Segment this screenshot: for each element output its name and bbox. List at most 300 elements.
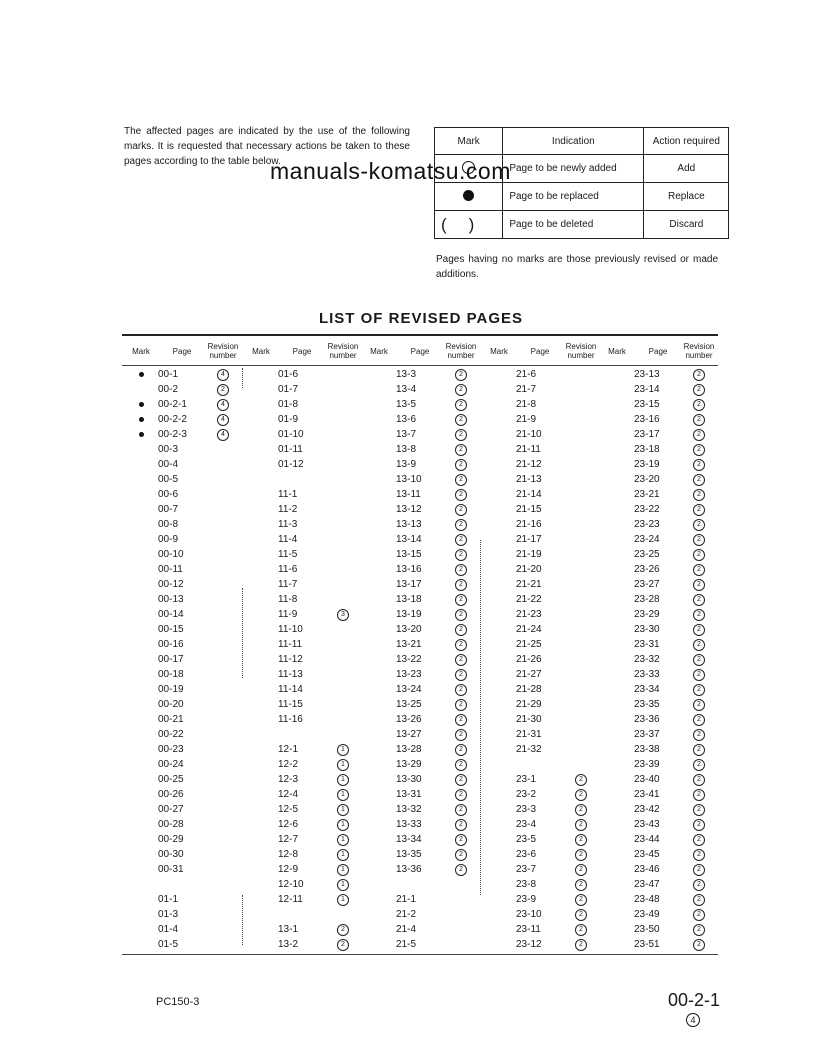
revision-cell xyxy=(682,744,716,756)
page-cell: 23-51 xyxy=(634,939,660,950)
intro-text: The affected pages are indicated by the use of the following marks. It is requested that necessary actions be taken to these pages according to the table below. xyxy=(124,126,410,167)
column-header-group xyxy=(124,338,240,364)
revision-cell xyxy=(206,414,240,426)
page-cell: 21-20 xyxy=(516,564,542,575)
revision-number: 2 xyxy=(455,609,467,621)
revision-cell xyxy=(682,399,716,411)
table-row xyxy=(362,412,478,427)
revision-cell xyxy=(682,414,716,426)
revision-number: 2 xyxy=(693,909,705,921)
revision-cell xyxy=(682,924,716,936)
page-cell: 21-17 xyxy=(516,534,542,545)
page-cell: 13-18 xyxy=(396,594,422,605)
page-cell: 23-14 xyxy=(634,384,660,395)
page-cell: 11-3 xyxy=(278,519,298,530)
revision-number: 2 xyxy=(455,624,467,636)
column-header-page: Page xyxy=(172,346,192,356)
revision-cell xyxy=(682,939,716,951)
table-row xyxy=(600,592,716,607)
page-column-group xyxy=(362,367,478,952)
table-row xyxy=(362,772,478,787)
page-cell: 23-47 xyxy=(634,879,660,890)
table-row xyxy=(362,427,478,442)
page-cell: 21-6 xyxy=(516,369,537,380)
page-cell: 00-5 xyxy=(158,474,179,485)
page-cell: 13-26 xyxy=(396,714,422,725)
revision-number: 2 xyxy=(575,924,587,936)
legend-note: Pages having no marks are those previously revised or made additions. xyxy=(436,254,718,280)
table-row xyxy=(244,427,360,442)
column-header-group xyxy=(600,338,716,364)
revision-cell xyxy=(326,894,360,906)
revision-cell xyxy=(444,399,478,411)
table-row xyxy=(482,862,598,877)
legend-indication-replace: Page to be replaced xyxy=(503,183,644,211)
revision-cell xyxy=(444,819,478,831)
page-cell: 00-10 xyxy=(158,549,184,560)
revision-cell xyxy=(444,594,478,606)
page-cell: 21-7 xyxy=(516,384,537,395)
table-row xyxy=(362,367,478,382)
page-cell: 13-16 xyxy=(396,564,422,575)
table-row xyxy=(244,472,360,487)
revision-cell xyxy=(564,939,598,951)
page-cell: 23-6 xyxy=(516,849,537,860)
page-cell: 13-21 xyxy=(396,639,422,650)
page-cell: 00-13 xyxy=(158,594,184,605)
page-cell: 11-16 xyxy=(278,714,303,725)
revision-number: 2 xyxy=(455,714,467,726)
page-cell: 12-1 xyxy=(278,744,299,755)
table-row xyxy=(362,517,478,532)
page-cell: 23-23 xyxy=(634,519,660,530)
parentheses-icon: () xyxy=(441,214,497,234)
revision-number: 1 xyxy=(337,894,349,906)
page-column-group xyxy=(124,367,240,952)
revision-number: 2 xyxy=(693,819,705,831)
table-row xyxy=(362,397,478,412)
page-cell: 01-8 xyxy=(278,399,299,410)
page-cell: 13-22 xyxy=(396,654,422,665)
table-row xyxy=(600,607,716,622)
revision-number: 2 xyxy=(693,669,705,681)
table-row xyxy=(124,532,240,547)
revision-number: 2 xyxy=(575,774,587,786)
revision-cell xyxy=(682,384,716,396)
page-cell: 13-31 xyxy=(396,789,422,800)
revision-number: 2 xyxy=(455,669,467,681)
page-cell: 13-20 xyxy=(396,624,422,635)
table-row xyxy=(482,787,598,802)
revision-cell xyxy=(326,744,360,756)
revision-cell xyxy=(682,699,716,711)
table-row xyxy=(362,847,478,862)
page-cell: 13-27 xyxy=(396,729,422,740)
legend-header-action: Action required xyxy=(644,128,729,155)
table-row xyxy=(124,472,240,487)
revision-number: 1 xyxy=(337,864,349,876)
revision-number: 2 xyxy=(455,594,467,606)
page-cell: 23-31 xyxy=(634,639,660,650)
table-row xyxy=(482,727,598,742)
table-row xyxy=(600,772,716,787)
revision-number: 1 xyxy=(337,789,349,801)
table-row xyxy=(124,367,240,382)
page-cell: 21-26 xyxy=(516,654,542,665)
revision-cell xyxy=(682,684,716,696)
revision-number: 4 xyxy=(217,414,229,426)
column-header-mark: Mark xyxy=(132,346,150,356)
page-cell: 23-36 xyxy=(634,714,660,725)
column-divider xyxy=(242,368,243,388)
revision-cell xyxy=(682,879,716,891)
table-row xyxy=(482,412,598,427)
page-cell: 00-11 xyxy=(158,564,183,575)
page-cell: 23-3 xyxy=(516,804,537,815)
table-row xyxy=(244,487,360,502)
table-row xyxy=(482,367,598,382)
page-cell: 11-11 xyxy=(278,639,303,650)
table-row xyxy=(600,667,716,682)
revision-cell xyxy=(444,849,478,861)
page-cell: 23-16 xyxy=(634,414,660,425)
revision-cell xyxy=(444,654,478,666)
revision-cell xyxy=(444,804,478,816)
revision-number: 2 xyxy=(455,834,467,846)
revision-number: 2 xyxy=(337,939,349,951)
legend-row-replace xyxy=(435,183,729,211)
page-cell: 23-9 xyxy=(516,894,537,905)
table-row xyxy=(600,682,716,697)
revision-cell xyxy=(682,849,716,861)
column-header-mark: Mark xyxy=(252,346,270,356)
revision-cell xyxy=(444,759,478,771)
table-row xyxy=(244,457,360,472)
page-cell: 00-16 xyxy=(158,639,184,650)
revision-number: 2 xyxy=(693,834,705,846)
revision-cell xyxy=(444,504,478,516)
revision-cell xyxy=(682,429,716,441)
column-header-page: Page xyxy=(410,346,430,356)
revision-number: 2 xyxy=(455,489,467,501)
revision-cell xyxy=(682,519,716,531)
revision-cell xyxy=(326,924,360,936)
page-cell: 21-4 xyxy=(396,924,417,935)
revision-number: 2 xyxy=(693,474,705,486)
revision-cell xyxy=(682,534,716,546)
table-row xyxy=(244,577,360,592)
revision-number: 2 xyxy=(693,504,705,516)
page-cell: 13-30 xyxy=(396,774,422,785)
page-cell: 01-12 xyxy=(278,459,304,470)
page-cell: 13-12 xyxy=(396,504,422,515)
column-header-group xyxy=(362,338,478,364)
revision-number: 2 xyxy=(693,804,705,816)
revision-number: 2 xyxy=(455,744,467,756)
page-cell: 13-25 xyxy=(396,699,422,710)
replaced-mark-icon xyxy=(139,417,144,422)
revision-number: 2 xyxy=(693,564,705,576)
table-row xyxy=(600,847,716,862)
table-row xyxy=(600,442,716,457)
table-row xyxy=(124,622,240,637)
mark-cell xyxy=(124,372,158,377)
revision-number: 2 xyxy=(575,894,587,906)
page-cell: 21-14 xyxy=(516,489,542,500)
page-cell: 21-27 xyxy=(516,669,542,680)
table-row xyxy=(482,937,598,952)
column-header-mark: Mark xyxy=(490,346,508,356)
table-row xyxy=(600,472,716,487)
page-cell: 11-10 xyxy=(278,624,303,635)
revision-cell xyxy=(444,669,478,681)
revision-cell xyxy=(682,819,716,831)
table-row xyxy=(362,877,478,892)
revision-number: 2 xyxy=(575,834,587,846)
table-row xyxy=(362,442,478,457)
legend-action-replace: Replace xyxy=(644,183,729,211)
revision-cell xyxy=(444,564,478,576)
page-cell: 11-4 xyxy=(278,534,298,545)
page-cell: 13-29 xyxy=(396,759,422,770)
table-row xyxy=(244,832,360,847)
table-row xyxy=(600,727,716,742)
revision-number: 2 xyxy=(217,384,229,396)
page-cell: 13-35 xyxy=(396,849,422,860)
revision-number: 2 xyxy=(693,774,705,786)
table-row xyxy=(482,442,598,457)
table-row xyxy=(244,532,360,547)
revision-cell xyxy=(682,504,716,516)
page-cell: 12-10 xyxy=(278,879,304,890)
page-cell: 23-35 xyxy=(634,699,660,710)
table-row xyxy=(124,547,240,562)
page-cell: 21-11 xyxy=(516,444,541,455)
revision-cell xyxy=(444,444,478,456)
revision-number: 2 xyxy=(455,684,467,696)
revision-number: 2 xyxy=(693,864,705,876)
page-cell: 01-3 xyxy=(158,909,179,920)
table-row xyxy=(362,382,478,397)
page-cell: 00-24 xyxy=(158,759,184,770)
revision-cell xyxy=(682,609,716,621)
revision-cell xyxy=(444,384,478,396)
page-cell: 11-13 xyxy=(278,669,303,680)
page-cell: 00-6 xyxy=(158,489,179,500)
page-cell: 13-9 xyxy=(396,459,417,470)
page-cell: 13-8 xyxy=(396,444,417,455)
revision-number: 2 xyxy=(455,804,467,816)
table-row xyxy=(362,577,478,592)
page-cell: 23-50 xyxy=(634,924,660,935)
table-row xyxy=(244,607,360,622)
page-cell: 23-28 xyxy=(634,594,660,605)
page-cell: 13-32 xyxy=(396,804,422,815)
page-cell: 23-43 xyxy=(634,819,660,830)
table-row xyxy=(124,397,240,412)
table-row xyxy=(244,937,360,952)
column-header-page: Page xyxy=(292,346,312,356)
table-row xyxy=(482,532,598,547)
table-row xyxy=(362,802,478,817)
page-cell: 11-6 xyxy=(278,564,298,575)
table-row xyxy=(482,697,598,712)
model-label: PC150-3 xyxy=(156,996,200,1008)
legend-action-add: Add xyxy=(644,155,729,183)
revision-number: 2 xyxy=(455,579,467,591)
revision-number: 1 xyxy=(337,744,349,756)
revision-cell xyxy=(564,894,598,906)
table-row xyxy=(482,667,598,682)
table-row xyxy=(124,832,240,847)
table-row xyxy=(244,727,360,742)
table-row xyxy=(362,682,478,697)
revision-cell xyxy=(682,804,716,816)
revision-number: 2 xyxy=(693,894,705,906)
revision-number: 2 xyxy=(575,864,587,876)
legend-indication-discard: Page to be deleted xyxy=(503,211,644,239)
revision-number: 2 xyxy=(455,429,467,441)
page-cell: 01-10 xyxy=(278,429,304,440)
revision-number: 2 xyxy=(455,564,467,576)
revision-number: 2 xyxy=(693,699,705,711)
page-cell: 23-5 xyxy=(516,834,537,845)
table-row xyxy=(482,757,598,772)
table-row xyxy=(482,592,598,607)
table-row xyxy=(244,637,360,652)
table-row xyxy=(244,802,360,817)
page-cell: 21-1 xyxy=(396,894,417,905)
table-row xyxy=(244,877,360,892)
revision-number: 1 xyxy=(337,834,349,846)
table-row xyxy=(600,367,716,382)
page-cell: 13-33 xyxy=(396,819,422,830)
page-cell: 00-2-1 xyxy=(158,399,187,410)
revision-number: 2 xyxy=(575,789,587,801)
table-row xyxy=(362,607,478,622)
table-row xyxy=(600,397,716,412)
revision-number: 1 xyxy=(337,819,349,831)
revision-cell xyxy=(206,384,240,396)
table-row xyxy=(362,937,478,952)
table-row xyxy=(244,562,360,577)
revision-number: 2 xyxy=(575,879,587,891)
table-row xyxy=(482,547,598,562)
table-row xyxy=(482,772,598,787)
column-divider xyxy=(242,588,243,678)
table-row xyxy=(124,502,240,517)
page-cell: 11-15 xyxy=(278,699,303,710)
page-cell: 01-9 xyxy=(278,414,299,425)
table-row xyxy=(482,457,598,472)
revision-number: 2 xyxy=(455,849,467,861)
page-cell: 00-29 xyxy=(158,834,184,845)
table-row xyxy=(362,757,478,772)
page-cell: 13-14 xyxy=(396,534,422,545)
revision-number: 2 xyxy=(693,729,705,741)
page-cell: 23-4 xyxy=(516,819,537,830)
table-row xyxy=(362,817,478,832)
table-row xyxy=(482,907,598,922)
page-cell: 00-8 xyxy=(158,519,179,530)
table-row xyxy=(244,412,360,427)
revision-cell xyxy=(444,534,478,546)
revision-cell xyxy=(564,819,598,831)
table-row xyxy=(124,667,240,682)
revision-cell xyxy=(682,474,716,486)
table-row xyxy=(244,397,360,412)
table-row xyxy=(244,667,360,682)
page-cell: 23-8 xyxy=(516,879,537,890)
revision-number: 4 xyxy=(217,369,229,381)
legend-header-indication: Indication xyxy=(503,128,644,155)
table-row xyxy=(124,727,240,742)
page-cell: 21-10 xyxy=(516,429,542,440)
revision-cell xyxy=(206,369,240,381)
table-row xyxy=(124,457,240,472)
table-row xyxy=(600,532,716,547)
revision-number: 2 xyxy=(455,384,467,396)
revision-number: 2 xyxy=(455,819,467,831)
revision-number: 2 xyxy=(693,519,705,531)
revision-cell xyxy=(444,474,478,486)
table-row xyxy=(124,427,240,442)
table-row xyxy=(124,757,240,772)
table-row xyxy=(482,637,598,652)
table-row xyxy=(482,502,598,517)
revision-cell xyxy=(682,774,716,786)
page-cell: 12-3 xyxy=(278,774,299,785)
table-row xyxy=(600,427,716,442)
table-row xyxy=(362,457,478,472)
table-row xyxy=(482,877,598,892)
table-row xyxy=(362,487,478,502)
table-row xyxy=(482,817,598,832)
table-row xyxy=(124,592,240,607)
table-row xyxy=(244,382,360,397)
replaced-mark-icon xyxy=(139,402,144,407)
revision-number: 2 xyxy=(455,774,467,786)
table-row xyxy=(244,847,360,862)
table-row xyxy=(244,517,360,532)
legend-header-mark: Mark xyxy=(435,128,503,155)
revision-number: 2 xyxy=(455,759,467,771)
table-row xyxy=(482,832,598,847)
page-number: 00-2-1 xyxy=(668,990,721,1010)
page-cell: 21-22 xyxy=(516,594,542,605)
page-cell: 23-32 xyxy=(634,654,660,665)
revision-number: 2 xyxy=(693,939,705,951)
table-row xyxy=(362,502,478,517)
table-row xyxy=(244,772,360,787)
table-row xyxy=(600,907,716,922)
revision-cell xyxy=(444,459,478,471)
page-cell: 01-1 xyxy=(158,894,179,905)
table-row xyxy=(244,442,360,457)
revision-cell xyxy=(682,834,716,846)
table-row xyxy=(482,487,598,502)
table-row xyxy=(244,817,360,832)
revision-number: 2 xyxy=(693,609,705,621)
table-row xyxy=(124,712,240,727)
page-cell: 23-1 xyxy=(516,774,537,785)
mark-cell xyxy=(124,417,158,422)
page-cell: 21-13 xyxy=(516,474,542,485)
table-row xyxy=(362,742,478,757)
table-row xyxy=(600,877,716,892)
page-cell: 23-24 xyxy=(634,534,660,545)
page-cell: 13-4 xyxy=(396,384,417,395)
